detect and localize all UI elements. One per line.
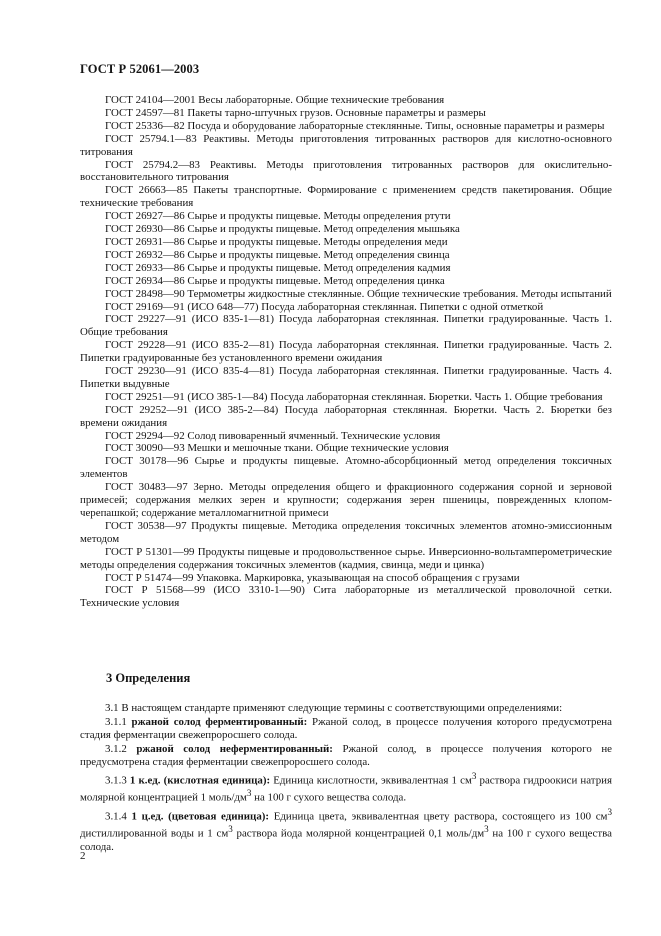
definition-term: 1 ц.ед. (цветовая единица): bbox=[131, 810, 270, 823]
reference-item: ГОСТ 30538—97 Продукты пищевые. Методика определения токсичных элементов атомно-эмиссионным методом bbox=[80, 519, 612, 545]
reference-item: ГОСТ 30178—96 Сырье и продукты пищевые. Атомно-абсорбционный метод определения токсичных элементов bbox=[80, 455, 612, 481]
reference-item: ГОСТ 29227—91 (ИСО 835-1—81) Посуда лабораторная стеклянная. Пипетки градуированные. Часть 1. Общие требования bbox=[80, 313, 612, 339]
definitions-intro: 3.1 В настоящем стандарте применяют следующие термины с соответствующими определениями: bbox=[105, 702, 563, 714]
reference-item: ГОСТ Р 51301—99 Продукты пищевые и продовольственное сырье. Инверсионно-вольтамперометрические методы определения содержания токсичных элементов (кадмия, свинца, меди и цинка) bbox=[80, 545, 612, 571]
reference-item: ГОСТ 26930—86 Сырье и продукты пищевые. Метод определения мышьяка bbox=[105, 223, 460, 236]
definition-text: Единица цвета, эквивалентная цвету раствора, состоящего из 100 см bbox=[273, 810, 608, 823]
definition-item bbox=[80, 806, 612, 854]
reference-item: ГОСТ 28498—90 Термометры жидкостные стеклянные. Общие технические требования. Методы испытаний bbox=[105, 287, 612, 300]
definition-text: Единица кислотности, эквивалентная 1 см bbox=[273, 774, 472, 787]
reference-item: ГОСТ 25794.2—83 Реактивы. Методы приготовления титрованных растворов для окислительно-восстановительного титрования bbox=[80, 158, 612, 184]
definition-number: 3.1.3 bbox=[105, 774, 127, 787]
reference-item: ГОСТ 26931—86 Сырье и продукты пищевые. Методы определения меди bbox=[105, 235, 448, 248]
definition-item bbox=[80, 716, 612, 742]
reference-item: ГОСТ 26932—86 Сырье и продукты пищевые. Метод определения свинца bbox=[105, 248, 450, 261]
reference-item: ГОСТ 24597—81 Пакеты тарно-штучных грузов. Основные параметры и размеры bbox=[105, 106, 486, 119]
definition-term: ржаной солод неферментированный: bbox=[136, 742, 333, 755]
reference-item: ГОСТ Р 51474—99 Упаковка. Маркировка, указывающая на способ обращения с грузами bbox=[105, 571, 520, 584]
reference-item: ГОСТ 30483—97 Зерно. Методы определения общего и фракционного содержания сорной и зерновой примесей; содержания мелких зерен и крупности; содержания зерен пшеницы, поврежденных клопом-черепашкой; содержание металломагнитной примеси bbox=[80, 481, 612, 519]
reference-item: ГОСТ 29169—91 (ИСО 648—77) Посуда лабораторная стеклянная. Пипетки с одной отметкой bbox=[105, 300, 544, 313]
definition-text: дистиллированной воды и 1 см bbox=[80, 827, 229, 840]
superscript: 3 bbox=[228, 824, 233, 835]
reference-item: ГОСТ Р 51568—99 (ИСО 3310-1—90) Сита лабораторные из металлической проволочной сетки. Технические условия bbox=[80, 584, 612, 610]
definition-number: 3.1.1 bbox=[105, 715, 127, 728]
reference-item: ГОСТ 29294—92 Солод пивоваренный ячменный. Технические условия bbox=[105, 429, 441, 442]
definition-item bbox=[80, 770, 612, 805]
reference-item: ГОСТ 29252—91 (ИСО 385-2—84) Посуда лабораторная стеклянная. Бюретки. Часть 2. Бюретки без времени ожидания bbox=[80, 403, 612, 429]
superscript: 3 bbox=[246, 788, 252, 799]
page-number: 2 bbox=[80, 850, 86, 862]
definition-text: на 100 г сухого вещества солода. bbox=[80, 827, 612, 853]
definition-text: Ржаной солод, в процессе получения которого предусмотрена стадия ферментации свежепроросшего солода. bbox=[80, 715, 612, 741]
reference-item: ГОСТ 29251—91 (ИСО 385-1—84) Посуда лабораторная стеклянная. Бюретки. Часть 1. Общие требования bbox=[105, 390, 603, 403]
definitions-block bbox=[80, 702, 612, 855]
reference-item: ГОСТ 30090—93 Мешки и мешочные ткани. Общие технические условия bbox=[105, 442, 449, 455]
superscript: 3 bbox=[484, 824, 489, 835]
definition-number: 3.1.4 bbox=[105, 810, 127, 823]
page-header: ГОСТ Р 52061—2003 bbox=[80, 62, 200, 76]
reference-item: ГОСТ 29228—91 (ИСО 835-2—81) Посуда лабораторная стеклянная. Пипетки градуированные. Часть 2. Пипетки градуированные без установленного времени ожидания bbox=[80, 339, 612, 365]
definition-text: раствора гидроокиси натрия молярной концентрацией 1 моль/дм bbox=[80, 774, 612, 804]
reference-item: ГОСТ 26927—86 Сырье и продукты пищевые. Методы определения ртути bbox=[105, 210, 451, 223]
definition-term: ржаной солод ферментированный: bbox=[131, 715, 308, 728]
section-title: 3 Определения bbox=[106, 671, 191, 685]
normative-references-list bbox=[80, 94, 612, 610]
superscript: 3 bbox=[607, 806, 612, 817]
definition-text: раствора йода молярной концентрацией 0,1 моль/дм bbox=[232, 827, 485, 840]
reference-item: ГОСТ 29230—91 (ИСО 835-4—81) Посуда лабораторная стеклянная. Пипетки градуированные. Часть 4. Пипетки выдувные bbox=[80, 365, 612, 390]
reference-item: ГОСТ 26663—85 Пакеты транспортные. Формирование с применением средств пакетирования. Общие технические требования bbox=[80, 184, 612, 210]
reference-item: ГОСТ 26933—86 Сырье и продукты пищевые. Метод определения кадмия bbox=[105, 261, 451, 274]
reference-item: ГОСТ 25336—82 Посуда и оборудование лабораторные стеклянные. Типы, основные параметры и размеры bbox=[105, 119, 605, 132]
definition-item bbox=[80, 743, 612, 769]
reference-item: ГОСТ 24104—2001 Весы лабораторные. Общие технические требования bbox=[105, 94, 445, 106]
reference-item: ГОСТ 26934—86 Сырье и продукты пищевые. Метод определения цинка bbox=[105, 274, 445, 287]
definition-text: на 100 г сухого вещества солода. bbox=[251, 791, 407, 804]
definition-number: 3.1.2 bbox=[105, 742, 127, 755]
superscript: 3 bbox=[471, 770, 477, 781]
definition-term: 1 к.ед. (кислотная единица): bbox=[129, 774, 271, 787]
reference-item: ГОСТ 25794.1—83 Реактивы. Методы приготовления титрованных растворов для кислотно-основного титрования bbox=[80, 132, 612, 158]
definition-text: Ржаной солод, в процессе получения которого не предусмотрена стадия ферментации свежепроросшего солода. bbox=[80, 742, 612, 768]
